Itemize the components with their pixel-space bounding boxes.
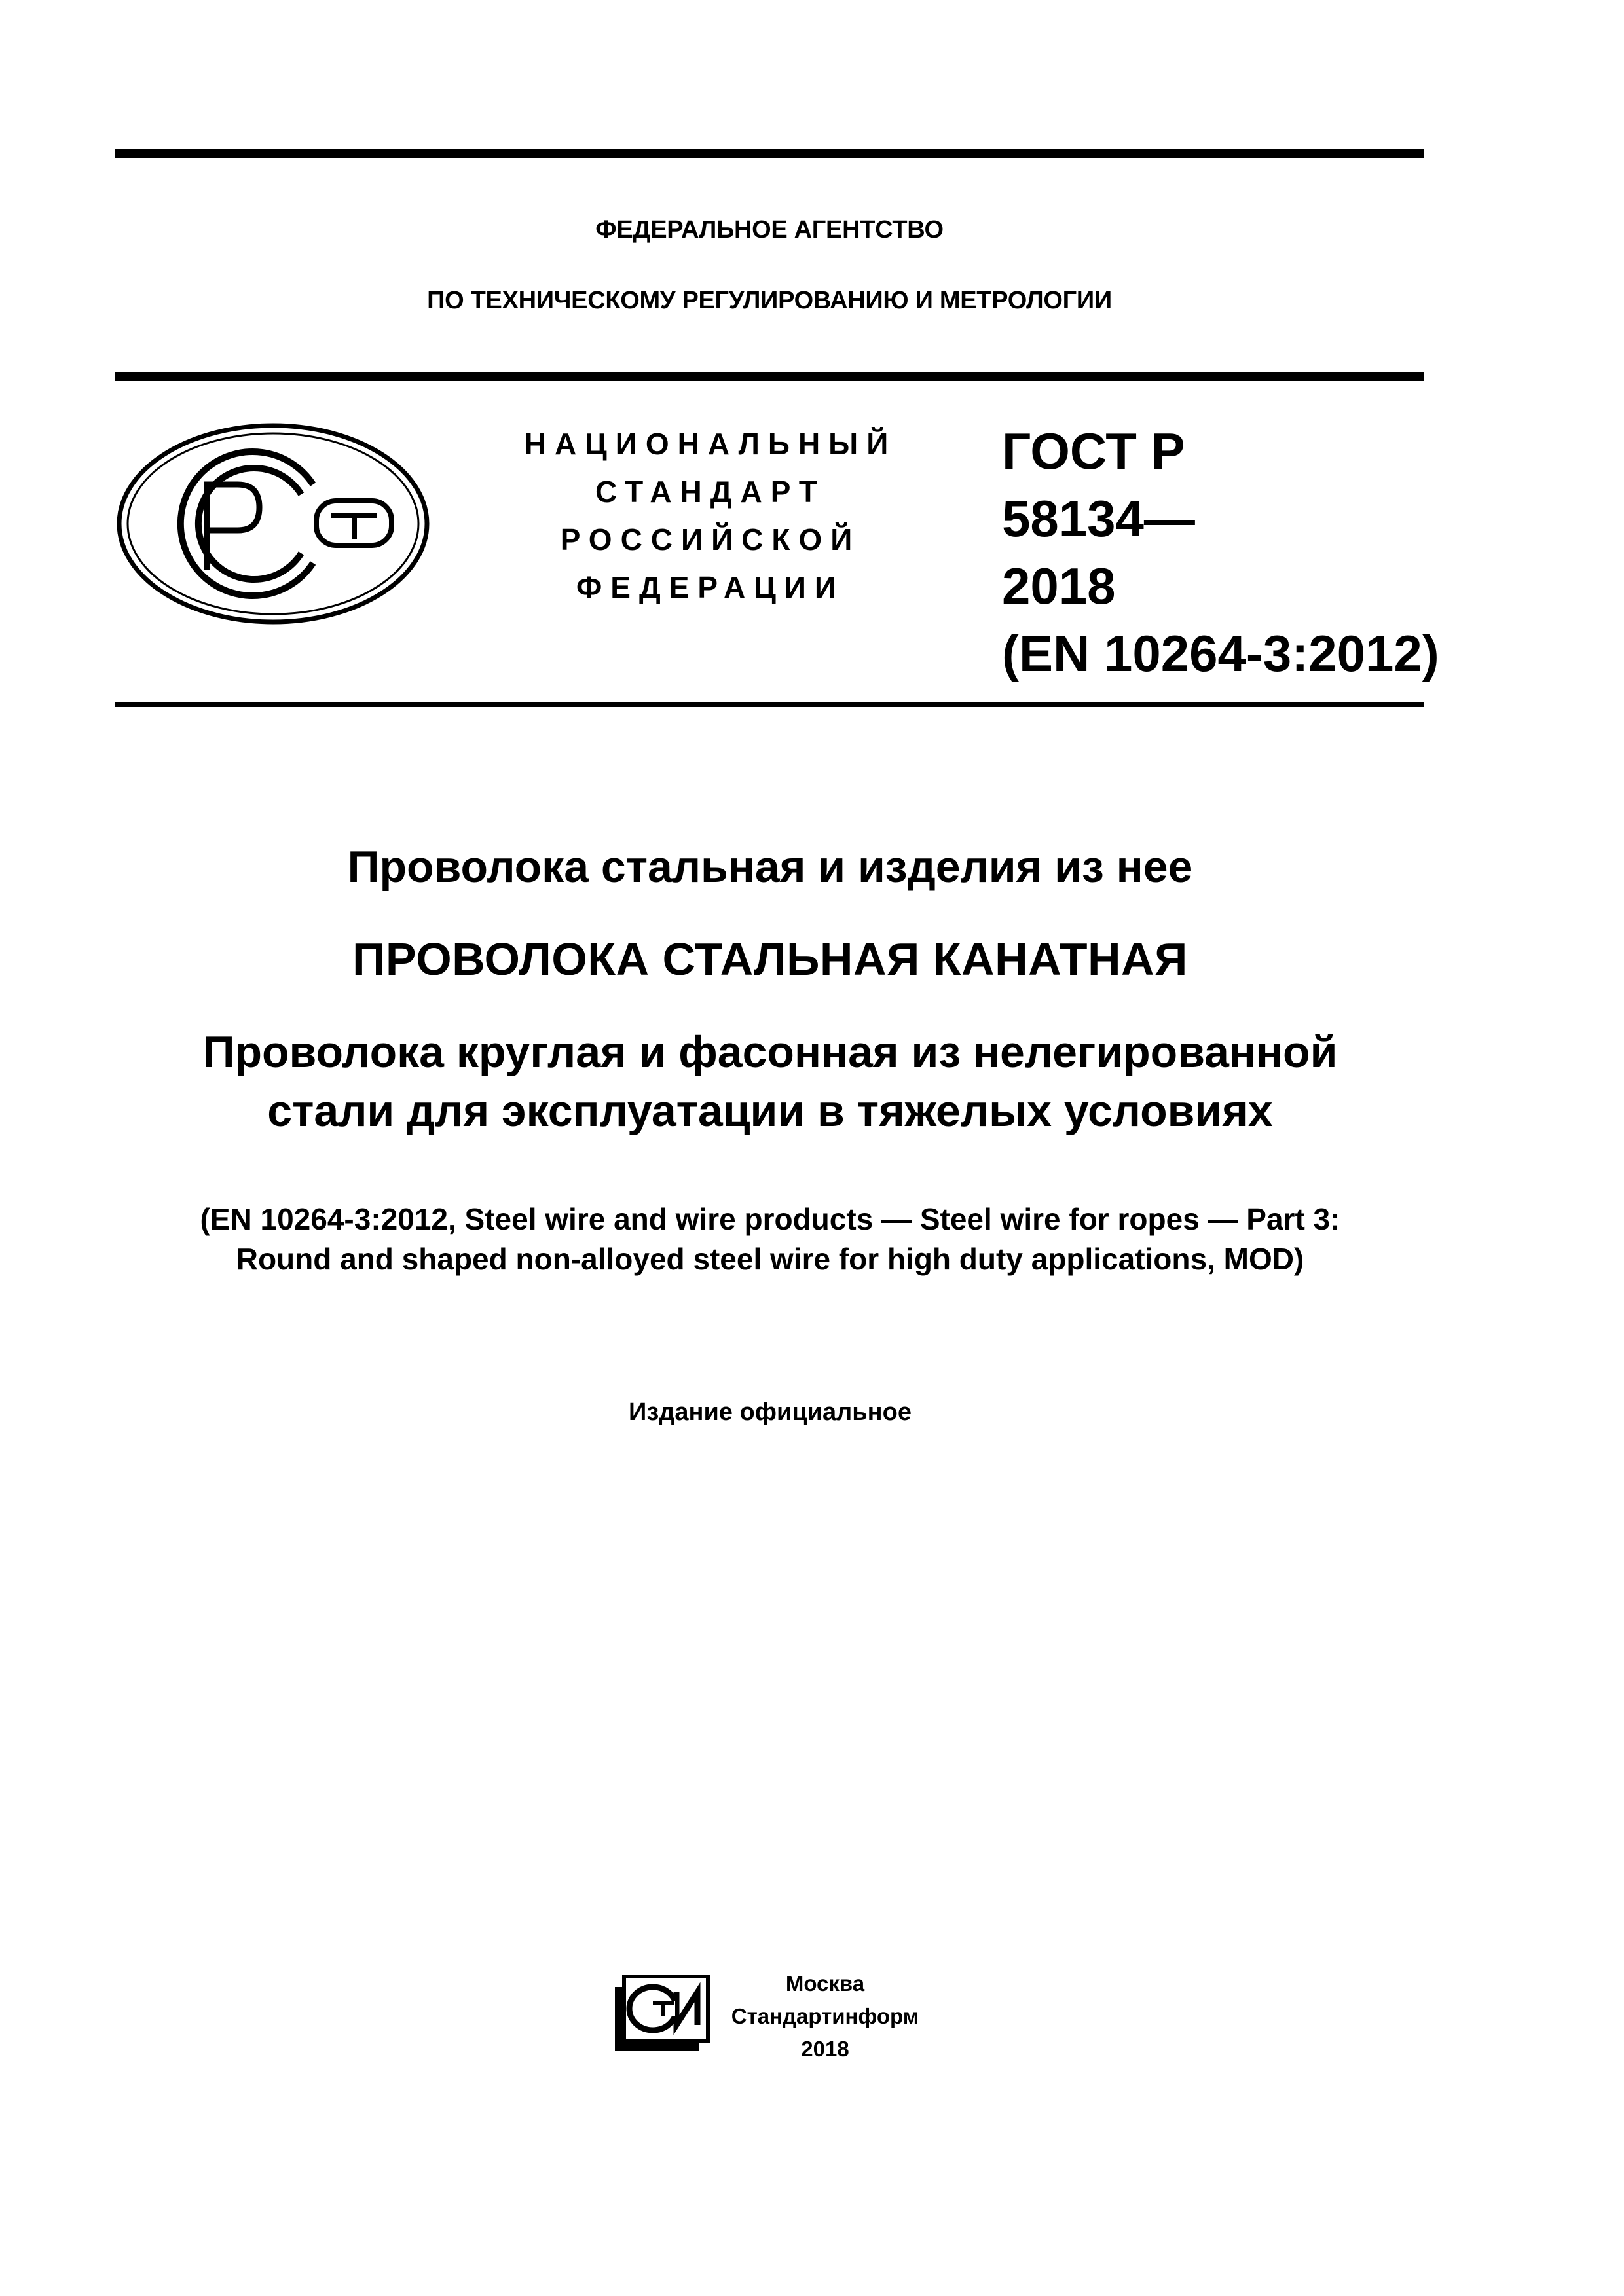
publisher-info bbox=[694, 1967, 956, 2066]
agency-name-line1: ФЕДЕРАЛЬНОЕ АГЕНТСТВО bbox=[595, 216, 944, 244]
designation-line1: ГОСТ Р bbox=[1002, 422, 1185, 480]
standard-type-line2: СТАНДАРТ bbox=[595, 475, 826, 509]
subtitle-line1: Проволока круглая и фасонная из нелегированной bbox=[202, 1027, 1338, 1077]
rst-standard-mark-icon bbox=[117, 422, 430, 625]
main-title: ПРОВОЛОКА СТАЛЬНАЯ КАНАТНАЯ bbox=[352, 934, 1188, 985]
subtitle-line2: стали для эксплуатации в тяжелых условиях bbox=[267, 1086, 1273, 1136]
standard-type-line4: ФЕДЕРАЦИИ bbox=[576, 570, 845, 604]
edition-label: Издание официальное bbox=[629, 1398, 912, 1426]
english-reference-line1: (EN 10264-3:2012, Steel wire and wire products — Steel wire for ropes — Part 3: bbox=[200, 1202, 1340, 1236]
title-divider bbox=[115, 702, 1424, 707]
standard-type-line3: РОССИЙСКОЙ bbox=[560, 522, 861, 556]
designation-line2: 58134— bbox=[1002, 490, 1195, 547]
english-reference-line2: Round and shaped non-alloyed steel wire for high duty applications, MOD) bbox=[236, 1242, 1304, 1276]
publisher-name: Стандартинформ bbox=[731, 2004, 919, 2028]
english-reference bbox=[115, 1199, 1425, 1279]
publisher-city: Москва bbox=[785, 1971, 865, 1995]
top-divider bbox=[115, 149, 1424, 158]
designation-line4: (EN 10264-3:2012) bbox=[1002, 625, 1439, 682]
standard-type-label bbox=[498, 420, 923, 611]
standard-designation bbox=[1002, 418, 1439, 687]
header-divider bbox=[115, 372, 1424, 381]
designation-line3: 2018 bbox=[1002, 557, 1116, 615]
agency-name-line2: ПО ТЕХНИЧЕСКОМУ РЕГУЛИРОВАНИЮ И МЕТРОЛОГИИ bbox=[427, 287, 1112, 314]
publication-year: 2018 bbox=[801, 2037, 849, 2061]
standard-type-line1: НАЦИОНАЛЬНЫЙ bbox=[524, 427, 897, 461]
subtitle bbox=[115, 1023, 1425, 1140]
series-title: Проволока стальная и изделия из нее bbox=[347, 842, 1193, 892]
